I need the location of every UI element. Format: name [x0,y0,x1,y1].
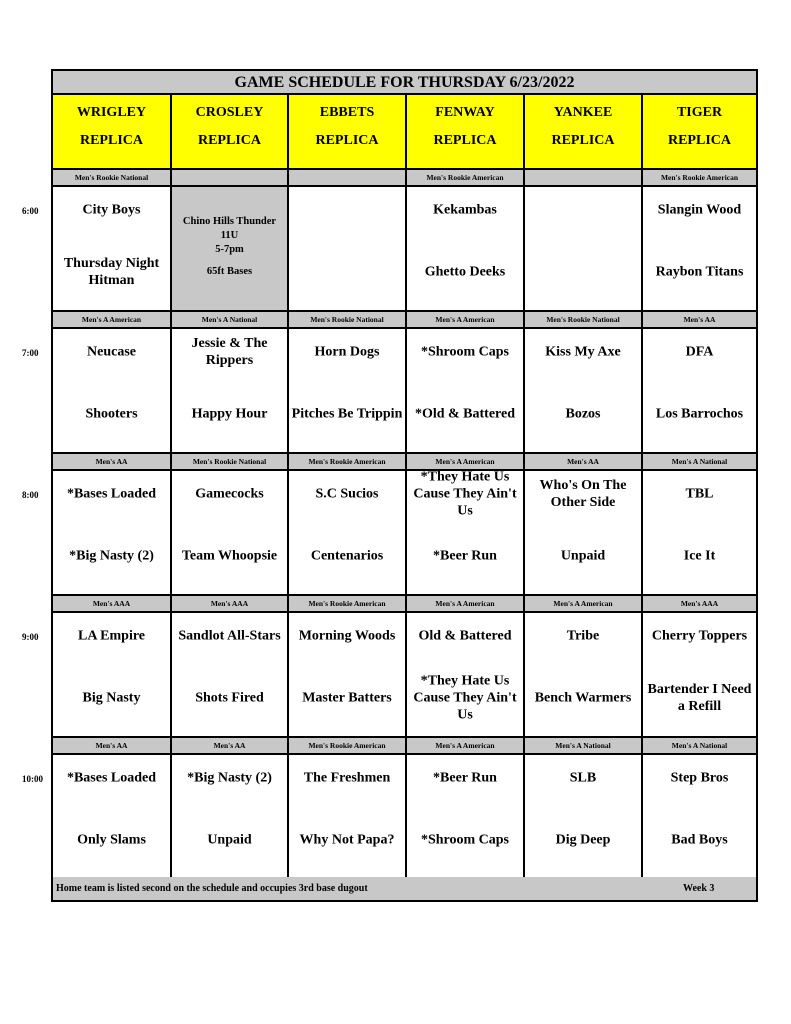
away-team: *Bases Loaded [66,486,157,502]
field-subtitle: REPLICA [197,133,261,148]
home-team: Unpaid [207,832,252,848]
away-team: Old & Battered [418,628,512,644]
home-team: Dig Deep [555,832,611,848]
field-subtitle: REPLICA [433,133,497,148]
reserved-block-note [172,187,289,312]
division-label-fenway: Men's A American [407,738,525,755]
home-team: Big Nasty [82,690,141,706]
note-line4: 65ft Bases [206,266,253,277]
game-cell-ebbets [289,755,407,880]
division-label-yankee: Men's AA [525,454,643,471]
away-team: Who's On The Other Side [539,478,627,510]
away-team: TBL [685,486,714,502]
division-label-fenway: Men's Rookie American [407,170,525,187]
division-label-crosley [172,170,289,187]
game-cell-yankee [525,613,643,738]
field-name: CROSLEY [195,105,264,120]
home-team: Shooters [85,406,138,422]
game-cell-tiger [643,329,756,454]
home-team: Team Whoopsie [181,548,278,564]
time-slot-label: 10:00 [22,774,43,784]
away-team: Kiss My Axe [545,344,621,360]
field-name: FENWAY [435,105,495,120]
home-team: *Beer Run [433,548,497,564]
game-cell-yankee [525,471,643,596]
field-header-fenway [407,95,525,170]
game-cell-tiger [643,613,756,738]
home-team-note: Home team is listed second on the schedule and occupies 3rd base dugout [56,883,368,894]
home-team: Unpaid [560,548,606,564]
away-team: Jessie & The Rippers [191,336,268,368]
game-cell-yankee [525,187,643,312]
division-label-fenway: Men's A American [407,596,525,613]
division-label-fenway: Men's A American [407,312,525,329]
division-label-yankee: Men's Rookie National [525,312,643,329]
division-label-wrigley: Men's A American [53,312,172,329]
division-label-tiger: Men's AAA [643,596,756,613]
home-team: Thursday Night Hitman [63,256,160,288]
note-line3: 5-7pm [215,244,244,255]
home-team: Ice It [683,548,716,564]
field-subtitle: REPLICA [551,133,615,148]
home-team: Raybon Titans [655,264,744,280]
time-slot-label: 8:00 [22,490,39,500]
away-team: *Bases Loaded [66,770,157,786]
division-label-wrigley: Men's Rookie National [53,170,172,187]
home-team: *Old & Battered [414,406,516,422]
home-team: Master Batters [302,690,392,706]
division-label-tiger: Men's A National [643,454,756,471]
away-team: Kekambas [433,202,497,218]
game-cell-crosley [172,755,289,880]
home-team: Bartender I Need a Refill [647,682,752,714]
game-cell-fenway [407,613,525,738]
away-team: LA Empire [77,628,146,644]
field-name: TIGER [676,105,723,120]
field-header-yankee [525,95,643,170]
schedule-sheet [51,69,758,902]
away-team: Step Bros [670,770,729,786]
game-cell-crosley [172,471,289,596]
away-team: *Big Nasty (2) [187,770,272,786]
division-label-crosley: Men's Rookie National [172,454,289,471]
home-team: *Shroom Caps [420,832,510,848]
division-label-ebbets [289,170,407,187]
away-team: S.C Sucios [315,486,379,502]
schedule-title: GAME SCHEDULE FOR THURSDAY 6/23/2022 [53,71,756,95]
away-team: Morning Woods [298,628,396,644]
week-label: Week 3 [683,883,715,894]
game-cell-yankee [525,755,643,880]
division-label-tiger: Men's AA [643,312,756,329]
division-label-ebbets: Men's Rookie American [289,596,407,613]
game-cell-tiger [643,471,756,596]
time-slot-label: 9:00 [22,632,39,642]
game-cell-wrigley [53,329,172,454]
game-cell-ebbets [289,329,407,454]
field-name: EBBETS [319,105,375,120]
away-team: *Shroom Caps [420,344,510,360]
division-label-tiger: Men's Rookie American [643,170,756,187]
away-team: Neucase [87,344,136,360]
away-team: Cherry Toppers [651,628,748,644]
game-cell-wrigley [53,187,172,312]
away-team: Slangin Wood [657,202,742,218]
division-label-wrigley: Men's AA [53,738,172,755]
division-label-ebbets: Men's Rookie American [289,738,407,755]
field-subtitle: REPLICA [79,133,143,148]
game-cell-ebbets [289,471,407,596]
home-team: *They Hate Us Cause They Ain't Us [413,673,517,723]
field-header-wrigley [53,95,172,170]
home-team: Why Not Papa? [299,832,395,848]
game-cell-fenway [407,187,525,312]
field-header-tiger [643,95,756,170]
division-label-ebbets: Men's Rookie National [289,312,407,329]
home-team: Centenarios [310,548,384,564]
note-line1: Chino Hills Thunder [182,216,277,227]
division-label-wrigley: Men's AA [53,454,172,471]
game-cell-crosley [172,613,289,738]
home-team: Pitches Be Trippin [291,406,403,422]
home-team: Los Barrochos [655,406,744,422]
game-cell-fenway [407,755,525,880]
away-team: Gamecocks [195,486,264,502]
field-subtitle: REPLICA [667,133,731,148]
game-cell-wrigley [53,613,172,738]
away-team: SLB [569,770,597,786]
field-name: YANKEE [553,105,613,120]
division-label-crosley: Men's A National [172,312,289,329]
division-label-crosley: Men's AAA [172,596,289,613]
home-team: Happy Hour [191,406,268,422]
division-label-crosley: Men's AA [172,738,289,755]
division-label-fenway: Men's A American [407,454,525,471]
home-team: Bench Warmers [534,690,632,706]
division-label-yankee: Men's A American [525,596,643,613]
away-team: The Freshmen [303,770,391,786]
division-label-wrigley: Men's AAA [53,596,172,613]
field-header-ebbets [289,95,407,170]
home-team: Bozos [565,406,601,422]
game-cell-yankee [525,329,643,454]
reserved-block-text [174,215,285,279]
away-team: Sandlot All-Stars [178,628,281,644]
game-cell-ebbets [289,613,407,738]
schedule-footer [53,877,756,900]
game-cell-wrigley [53,755,172,880]
game-cell-crosley [172,329,289,454]
home-team: Bad Boys [671,832,728,848]
division-label-ebbets: Men's Rookie American [289,454,407,471]
time-slot-label: 7:00 [22,348,39,358]
field-subtitle: REPLICA [315,133,379,148]
away-team: *Beer Run [433,770,497,786]
away-team: *They Hate Us Cause They Ain't Us [413,469,517,519]
game-cell-fenway [407,329,525,454]
field-name: WRIGLEY [76,105,147,120]
time-slot-label: 6:00 [22,206,39,216]
home-team: Only Slams [77,832,146,848]
home-team: Shots Fired [195,690,264,706]
field-header-crosley [172,95,289,170]
home-team: Ghetto Deeks [424,264,506,280]
away-team: Tribe [566,628,600,644]
home-team: *Big Nasty (2) [69,548,154,564]
game-cell-ebbets [289,187,407,312]
away-team: DFA [685,344,714,360]
game-cell-tiger [643,187,756,312]
game-cell-wrigley [53,471,172,596]
away-team: City Boys [82,202,141,218]
away-team: Horn Dogs [314,344,380,360]
game-cell-tiger [643,755,756,880]
division-label-tiger: Men's A National [643,738,756,755]
division-label-yankee: Men's A National [525,738,643,755]
game-cell-fenway [407,471,525,596]
division-label-yankee [525,170,643,187]
note-line2: 11U [220,230,239,241]
